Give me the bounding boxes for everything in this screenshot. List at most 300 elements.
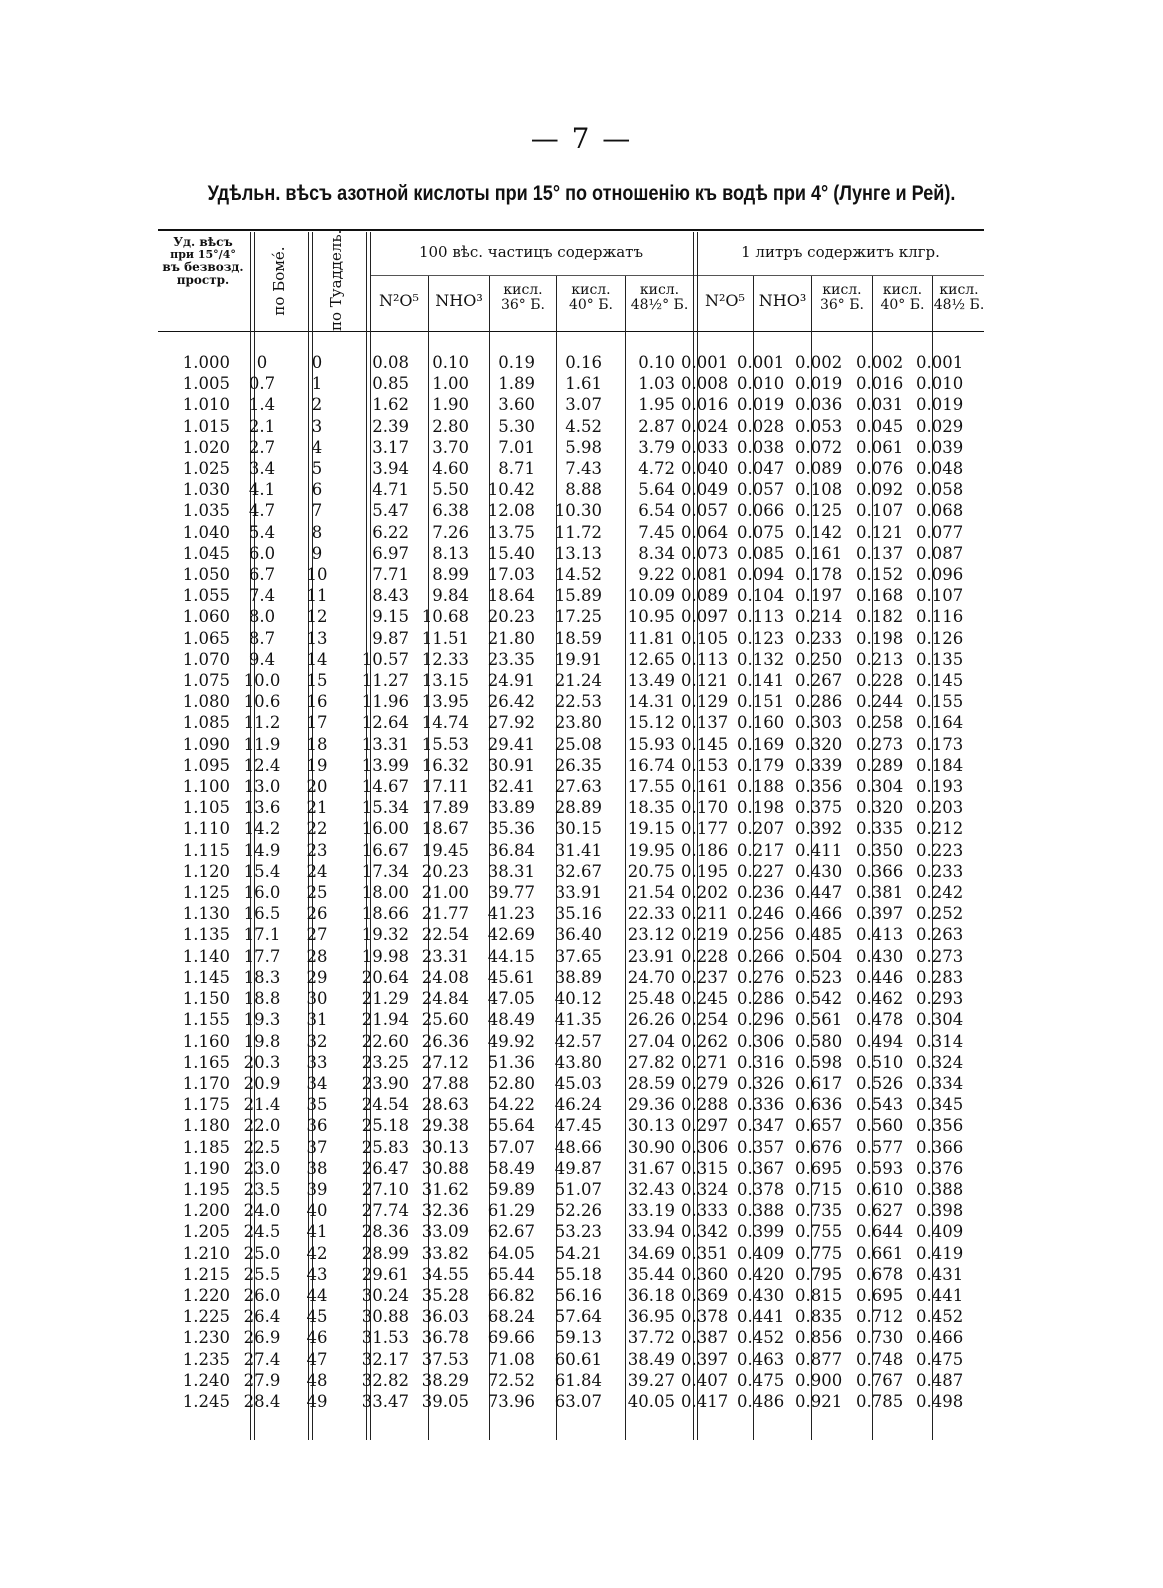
table-row [0, 352, 970, 373]
table-cell: 7 [311, 501, 323, 521]
table-cell: 0.262 [681, 1031, 729, 1051]
table-cell: 0.170 [681, 798, 729, 818]
table-cell: 13.95 [421, 692, 469, 712]
table-cell: 3.94 [372, 459, 409, 479]
table-row [0, 1243, 970, 1264]
table-cell: 1.040 [182, 522, 230, 542]
table-cell: 16.00 [361, 819, 409, 839]
table-cell: 23.12 [627, 925, 675, 945]
table-cell: 0.040 [681, 459, 729, 479]
table-cell: 7.45 [638, 522, 675, 542]
table-cell: 19.91 [554, 649, 602, 669]
table-cell: 30.88 [421, 1158, 469, 1178]
table-cell: 0.198 [737, 798, 785, 818]
table-cell: 0.387 [681, 1328, 729, 1348]
table-cell: 24.0 [243, 1201, 281, 1221]
table-cell: 35 [306, 1095, 328, 1115]
table-cell: 0.315 [681, 1158, 729, 1178]
table-cell: 24.91 [487, 671, 535, 691]
table-row [0, 628, 970, 649]
table-cell: 0.345 [916, 1095, 964, 1115]
table-cell: 0.010 [737, 374, 785, 394]
table-cell: 0.036 [795, 395, 843, 415]
table-cell: 0.7 [248, 374, 276, 394]
table-cell: 0.85 [372, 374, 409, 394]
table-row [0, 861, 970, 882]
table-cell: 28.4 [243, 1391, 281, 1411]
table-cell: 48 [306, 1370, 328, 1390]
table-cell: 33.47 [361, 1391, 409, 1411]
table-cell: 0.399 [737, 1222, 785, 1242]
table-row [0, 416, 970, 437]
table-row [0, 946, 970, 967]
table-row [0, 437, 970, 458]
header-ud-ves [158, 236, 248, 288]
table-cell: 0.233 [916, 861, 964, 881]
table-cell: 0.028 [737, 416, 785, 436]
table-cell: 30.24 [361, 1285, 409, 1305]
table-cell: 0.097 [681, 607, 729, 627]
table-cell: 0.214 [795, 607, 843, 627]
table-row [0, 1349, 970, 1370]
table-cell: 3 [311, 416, 323, 436]
table-cell: 0.10 [638, 353, 675, 372]
table-row [0, 1221, 970, 1242]
table-cell: 0.462 [856, 989, 904, 1009]
table-body [0, 352, 970, 1412]
table-cell: 0.441 [916, 1285, 964, 1305]
table-cell: 34 [306, 1073, 328, 1093]
table-cell: 38.49 [627, 1349, 675, 1369]
table-cell: 0.104 [737, 586, 785, 606]
table-cell: 14.9 [243, 840, 281, 860]
table-cell: 13.49 [627, 671, 675, 691]
table-cell: 18.3 [243, 967, 281, 987]
table-cell: 0.279 [681, 1073, 729, 1093]
table-cell: 0.233 [795, 628, 843, 648]
table-cell: 46 [306, 1328, 328, 1348]
table-cell: 55.18 [554, 1264, 602, 1284]
table-cell: 1.170 [182, 1073, 230, 1093]
table-cell: 0.263 [916, 925, 964, 945]
table-cell: 0.061 [856, 437, 904, 457]
table-cell: 14.74 [421, 713, 469, 733]
table-cell: 0.316 [737, 1052, 785, 1072]
table-cell: 0.430 [795, 861, 843, 881]
table-cell: 1.210 [182, 1243, 230, 1263]
table-cell: 8.43 [372, 586, 409, 606]
table-cell: 1.085 [182, 713, 230, 733]
table-cell: 36.40 [554, 925, 602, 945]
table-cell: 1.00 [432, 374, 469, 394]
table-cell: 10.68 [421, 607, 469, 627]
table-cell: 0.617 [795, 1073, 843, 1093]
table-cell: 0.835 [795, 1307, 843, 1327]
table-cell: 0.441 [737, 1307, 785, 1327]
table-cell: 0.019 [916, 395, 964, 415]
table-cell: 63.07 [554, 1391, 602, 1411]
header-sub-k36: кисл. 36° Б. [500, 282, 545, 314]
table-cell: 0.695 [795, 1158, 843, 1178]
table-row [0, 1094, 970, 1115]
table-cell: 5.30 [498, 416, 535, 436]
table-cell: 1.025 [182, 459, 230, 479]
table-cell: 30.13 [421, 1137, 469, 1157]
table-cell: 0.286 [795, 692, 843, 712]
table-cell: 0 [256, 353, 268, 372]
table-cell: 59.89 [487, 1179, 535, 1199]
table-cell: 0.676 [795, 1137, 843, 1157]
table-cell: 0.105 [681, 628, 729, 648]
table-cell: 0.357 [737, 1137, 785, 1157]
table-cell: 0.598 [795, 1052, 843, 1072]
table-cell: 2.7 [248, 437, 276, 457]
table-cell: 0.152 [856, 565, 904, 585]
table-cell: 29 [306, 967, 328, 987]
table-cell: 0.397 [681, 1349, 729, 1369]
table-cell: 27.04 [627, 1031, 675, 1051]
table-cell: 0.367 [737, 1158, 785, 1178]
table-row [0, 479, 970, 500]
table-cell: 0.186 [681, 840, 729, 860]
table-cell: 1.89 [498, 374, 535, 394]
table-cell: 1.130 [182, 904, 230, 924]
table-row [0, 1200, 970, 1221]
header-group-100: 100 вѣс. частицъ содержатъ [418, 243, 644, 261]
table-cell: 45.03 [554, 1073, 602, 1093]
table-cell: 0.430 [737, 1285, 785, 1305]
table-cell: 37 [306, 1137, 328, 1157]
table-cell: 21.77 [421, 904, 469, 924]
table-cell: 41 [306, 1222, 328, 1242]
table-cell: 0.048 [916, 459, 964, 479]
table-row [0, 670, 970, 691]
table-cell: 20.64 [361, 967, 409, 987]
header-ud-ves-line2: при 15°/4° [170, 248, 236, 262]
table-cell: 45 [306, 1307, 328, 1327]
table-cell: 0.369 [681, 1285, 729, 1305]
table-cell: 1.120 [182, 861, 230, 881]
table-cell: 15 [306, 671, 328, 691]
table-cell: 0.137 [681, 713, 729, 733]
table-cell: 5.98 [565, 437, 602, 457]
table-cell: 4.72 [638, 459, 675, 479]
table-cell: 21.00 [421, 883, 469, 903]
table-cell: 9 [311, 543, 323, 563]
table-cell: 10.0 [243, 671, 281, 691]
table-cell: 30 [306, 989, 328, 1009]
table-cell: 0.485 [795, 925, 843, 945]
table-cell: 0.856 [795, 1328, 843, 1348]
table-cell: 0.072 [795, 437, 843, 457]
table-cell: 0.213 [856, 649, 904, 669]
table-cell: 11.72 [554, 522, 602, 542]
table-cell: 4.1 [248, 480, 276, 500]
table-cell: 0.073 [681, 543, 729, 563]
table-row [0, 649, 970, 670]
table-cell: 0.306 [737, 1031, 785, 1051]
table-cell: 0.320 [856, 798, 904, 818]
table-cell: 1.015 [182, 416, 230, 436]
table-cell: 17.1 [243, 925, 281, 945]
table-cell: 34.55 [421, 1264, 469, 1284]
table-cell: 0.409 [737, 1243, 785, 1263]
table-cell: 0.487 [916, 1370, 964, 1390]
table-cell: 0.113 [681, 649, 729, 669]
table-cell: 0.413 [856, 925, 904, 945]
table-cell: 22.0 [243, 1116, 281, 1136]
table-cell: 17.55 [627, 777, 675, 797]
table-cell: 0.047 [737, 459, 785, 479]
table-cell: 0.486 [737, 1391, 785, 1411]
table-cell: 39.27 [627, 1370, 675, 1390]
table-cell: 7.26 [432, 522, 469, 542]
table-cell: 0.173 [916, 734, 964, 754]
table-cell: 1.100 [182, 777, 230, 797]
table-cell: 22.5 [243, 1137, 281, 1157]
table-cell: 1.105 [182, 798, 230, 818]
table-cell: 1.095 [182, 755, 230, 775]
table-cell: 26.36 [421, 1031, 469, 1051]
table-cell: 0.031 [856, 395, 904, 415]
table-cell: 0.293 [916, 989, 964, 1009]
table-cell: 53.23 [554, 1222, 602, 1242]
table-cell: 32.82 [361, 1370, 409, 1390]
table-cell: 15.34 [361, 798, 409, 818]
table-cell: 0.107 [856, 501, 904, 521]
table-cell: 42.69 [487, 925, 535, 945]
table-cell: 0.715 [795, 1179, 843, 1199]
table-cell: 0.755 [795, 1222, 843, 1242]
table-row [0, 1370, 970, 1391]
table-cell: 9.22 [638, 565, 675, 585]
table-cell: 1.195 [182, 1179, 230, 1199]
table-cell: 0.678 [856, 1264, 904, 1284]
table-cell: 0.510 [856, 1052, 904, 1072]
table-cell: 19.95 [627, 840, 675, 860]
table-cell: 0.644 [856, 1222, 904, 1242]
table-row [0, 712, 970, 733]
header-top-rule [158, 229, 984, 231]
table-cell: 16.5 [243, 904, 281, 924]
table-cell: 10.09 [627, 586, 675, 606]
table-cell: 8.88 [565, 480, 602, 500]
table-cell: 0.019 [795, 374, 843, 394]
table-cell: 0.276 [737, 967, 785, 987]
table-cell: 0.217 [737, 840, 785, 860]
table-cell: 27.12 [421, 1052, 469, 1072]
table-cell: 14.2 [243, 819, 281, 839]
table-cell: 0.092 [856, 480, 904, 500]
header-sub-k48: кисл. 48½° Б. [630, 282, 689, 314]
table-cell: 33.82 [421, 1243, 469, 1263]
table-cell: 38.31 [487, 861, 535, 881]
table-cell: 0.057 [737, 480, 785, 500]
table-cell: 0.730 [856, 1328, 904, 1348]
table-cell: 0.347 [737, 1116, 785, 1136]
table-cell: 0.066 [737, 501, 785, 521]
table-cell: 43.80 [554, 1052, 602, 1072]
table-cell: 14.31 [627, 692, 675, 712]
table-cell: 31.62 [421, 1179, 469, 1199]
table-cell: 0.526 [856, 1073, 904, 1093]
table-cell: 5.64 [638, 480, 675, 500]
table-cell: 0.748 [856, 1349, 904, 1369]
table-cell: 10.95 [627, 607, 675, 627]
header-baume: по Бомé. [270, 246, 288, 316]
table-cell: 1.62 [372, 395, 409, 415]
table-cell: 0.333 [681, 1201, 729, 1221]
table-cell: 5 [311, 459, 323, 479]
table-cell: 15.4 [243, 861, 281, 881]
table-cell: 20.23 [487, 607, 535, 627]
table-cell: 1.180 [182, 1116, 230, 1136]
table-cell: 1.160 [182, 1031, 230, 1051]
table-cell: 21.24 [554, 671, 602, 691]
table-cell: 13.13 [554, 543, 602, 563]
table-cell: 3.07 [565, 395, 602, 415]
table-cell: 27.4 [243, 1349, 281, 1369]
table-cell: 33.91 [554, 883, 602, 903]
table-cell: 0.008 [681, 374, 729, 394]
table-cell: 0.252 [916, 904, 964, 924]
table-cell: 24.70 [627, 967, 675, 987]
table-cell: 40.12 [554, 989, 602, 1009]
header-sub-nho3-l: NHO³ [758, 291, 807, 310]
table-cell: 0.129 [681, 692, 729, 712]
table-cell: 0.466 [916, 1328, 964, 1348]
table-cell: 61.29 [487, 1201, 535, 1221]
table-cell: 44.15 [487, 946, 535, 966]
table-row [0, 1052, 970, 1073]
table-cell: 0.266 [737, 946, 785, 966]
table-cell: 0.785 [856, 1391, 904, 1411]
table-cell: 0.561 [795, 1010, 843, 1030]
table-cell: 73.96 [487, 1391, 535, 1411]
table-cell: 0.306 [681, 1137, 729, 1157]
table-row [0, 776, 970, 797]
table-cell: 0.160 [737, 713, 785, 733]
table-row [0, 1306, 970, 1327]
table-cell: 0.775 [795, 1243, 843, 1263]
table-cell: 17.34 [361, 861, 409, 881]
table-cell: 15.12 [627, 713, 675, 733]
table-cell: 21.4 [243, 1095, 281, 1115]
table-cell: 13 [306, 628, 328, 648]
table-cell: 0.366 [856, 861, 904, 881]
table-cell: 28.89 [554, 798, 602, 818]
table-cell: 32.43 [627, 1179, 675, 1199]
table-cell: 18.66 [361, 904, 409, 924]
table-cell: 0.320 [795, 734, 843, 754]
table-cell: 0.273 [856, 734, 904, 754]
table-row [0, 543, 970, 564]
table-cell: 32.67 [554, 861, 602, 881]
table-cell: 1.145 [182, 967, 230, 987]
table-cell: 23.35 [487, 649, 535, 669]
table-cell: 23.90 [361, 1073, 409, 1093]
table-cell: 0.324 [916, 1052, 964, 1072]
table-cell: 14.52 [554, 565, 602, 585]
table-cell: 23 [306, 840, 328, 860]
table-cell: 8.34 [638, 543, 675, 563]
table-cell: 0.523 [795, 967, 843, 987]
table-cell: 13.31 [361, 734, 409, 754]
table-cell: 6 [311, 480, 323, 500]
table-cell: 0.195 [681, 861, 729, 881]
table-cell: 24.84 [421, 989, 469, 1009]
table-cell: 0.267 [795, 671, 843, 691]
table-cell: 0.877 [795, 1349, 843, 1369]
table-cell: 0.057 [681, 501, 729, 521]
table-cell: 9.84 [432, 586, 469, 606]
table-cell: 36.84 [487, 840, 535, 860]
table-cell: 0.504 [795, 946, 843, 966]
header-sub-k48-l: кисл. 48½ Б. [933, 282, 985, 314]
table-cell: 6.7 [248, 565, 276, 585]
table-cell: 36.95 [627, 1307, 675, 1327]
table-cell: 30.15 [554, 819, 602, 839]
table-cell: 36 [306, 1116, 328, 1136]
table-cell: 18.8 [243, 989, 281, 1009]
table-cell: 0.250 [795, 649, 843, 669]
table-cell: 0.045 [856, 416, 904, 436]
table-cell: 0.058 [916, 480, 964, 500]
table-cell: 16 [306, 692, 328, 712]
table-cell: 7.71 [372, 565, 409, 585]
table-cell: 11.81 [627, 628, 675, 648]
table-cell: 0.121 [856, 522, 904, 542]
table-cell: 0.452 [916, 1307, 964, 1327]
table-cell: 4 [311, 437, 323, 457]
table-cell: 0.398 [916, 1201, 964, 1221]
table-cell: 1.035 [182, 501, 230, 521]
table-cell: 26.26 [627, 1010, 675, 1030]
table-cell: 0.392 [795, 819, 843, 839]
table-cell: 41.23 [487, 904, 535, 924]
table-cell: 0.179 [737, 755, 785, 775]
table-cell: 0.126 [916, 628, 964, 648]
table-cell: 30.90 [627, 1137, 675, 1157]
table-cell: 6.22 [372, 522, 409, 542]
table-cell: 0.447 [795, 883, 843, 903]
table-cell: 4.60 [432, 459, 469, 479]
table-cell: 16.0 [243, 883, 281, 903]
table-row [0, 882, 970, 903]
table-cell: 16.74 [627, 755, 675, 775]
table-cell: 40 [306, 1201, 328, 1221]
table-cell: 31.67 [627, 1158, 675, 1178]
table-row [0, 1137, 970, 1158]
table-cell: 0.137 [856, 543, 904, 563]
table-cell: 20.9 [243, 1073, 281, 1093]
table-cell: 1.90 [432, 395, 469, 415]
table-cell: 0.236 [737, 883, 785, 903]
table-row [0, 840, 970, 861]
table-cell: 0.420 [737, 1264, 785, 1284]
table-cell: 57.07 [487, 1137, 535, 1157]
table-cell: 0.466 [795, 904, 843, 924]
table-cell: 13.15 [421, 671, 469, 691]
table-cell: 0.039 [916, 437, 964, 457]
table-cell: 14 [306, 649, 328, 669]
table-title: Удѣльн. вѣсъ азотной кислоты при 15° по отношенію къ водѣ при 4° (Лунге и Рей). [207, 182, 956, 205]
table-cell: 0.038 [737, 437, 785, 457]
table-row [0, 1031, 970, 1052]
table-cell: 19.15 [627, 819, 675, 839]
table-cell: 0.001 [681, 353, 729, 372]
table-cell: 0.002 [795, 353, 843, 372]
